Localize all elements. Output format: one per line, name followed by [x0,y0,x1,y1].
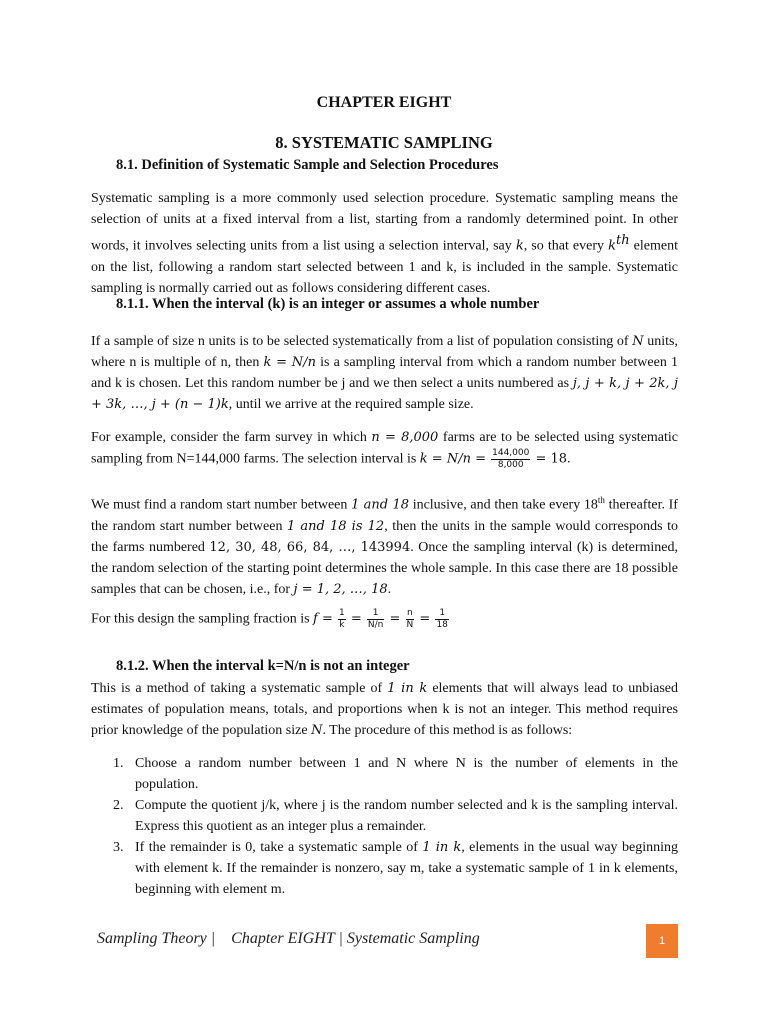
section-title: 8. SYSTEMATIC SAMPLING [275,133,493,152]
fraction-1-over-k: $\frac{1}{k}$ [339,608,345,630]
page-footer [97,930,480,948]
paragraph-integer-interval: If a sample of size n units is to be selected systematically from a list of population consisting of N units, where n is multiple of n, then k = N/n is a sampling interval from which a random number between 1 and k is chosen. Let this random number be j and we then select a units numbered as j, j + k, j + 2k, j + 3k, …, j + (n − 1)k, until we arrive at the required sample size. [91,334,678,412]
procedure-list [113,753,678,900]
paragraph-random-start: We must find a random start number between 1 and 18 inclusive, and then take every 18th thereafter. If the random start number between 1 and 18 is 12, then the units in the sample would corresponds to the farms numbered 12, 30, 48, 66, 84, …, 143994. Once the sampling interval (k) is determined, the random selection of the starting point determines the whole sample. In this case there are 18 possible samples that can be chosen, i.e., for j = 1, 2, …, 18. [91,495,678,597]
list-item: 1. Choose a random number between 1 and N where N is the number of elements in the population. [113,756,678,792]
fraction-144000-over-8000: $\frac{144,000}{8,000}$ [492,448,530,470]
page-number-badge: 1 [646,924,678,958]
fraction-1-over-n-over-n: $\frac{1}{N/n}$ [367,608,384,630]
list-item: 2. Compute the quotient j/k, where j is the random number selected and k is the sampling interval. Express this quotient as an integer plus a remainder. [113,798,678,834]
fraction-n-over-N: $\frac{n}{N}$ [406,608,414,630]
subsection-8-1-1-title: 8.1.1. When the interval (k) is an integer or assumes a whole number [116,296,540,312]
fraction-1-over-18: $\frac{1}{18}$ [436,608,448,630]
footer-book-title: Sampling Theory | [97,930,216,947]
subsection-8-1-title: 8.1. Definition of Systematic Sample and Selection Procedures [116,157,499,173]
footer-chapter-title: Chapter EIGHT | Systematic Sampling [231,930,480,947]
list-item: 3. If the remainder is 0, take a systematic sample of 1 in k, elements in the usual way beginning with element k. If the remainder is nonzero, say m, take a systematic sample of 1 in k elements, beginning with element m. [113,840,678,897]
chapter-title: CHAPTER EIGHT [316,94,452,111]
paragraph-sampling-fraction: For this design the sampling fraction is f = $\frac{1}{k}$ = $\frac{1}{N/n}$ = $\frac{n}{N}$ = $\frac{1}{18}$ [91,608,448,630]
paragraph-definition: Systematic sampling is a more commonly used selection procedure. Systematic sampling means the selection of units at a fixed interval from a list, starting from a randomly determined point. In other words, it involves selecting units from a list using a selection interval, say k, so that every $k^{th}$ element on the list, following a random start selected between 1 and k, is included in the sample. Systematic sampling is normally carried out as follows considering different cases. [91,191,678,296]
subsection-8-1-2-title: 8.1.2. When the interval k=N/n is not an integer [116,658,410,674]
paragraph-example: For example, consider the farm survey in which n = 8,000 farms are to be selected using systematic sampling from N=144,000 farms. The selection interval is k = N/n = $\frac{144,000}{8,000}$ = 18. [91,430,679,470]
paragraph-non-integer-interval: This is a method of taking a systematic sample of 1 in k elements that will always lead to unbiased estimates of population means, totals, and proportions when k is not an integer. This method requires prior knowledge of the population size N. The procedure of this method is as follows: [91,681,678,738]
